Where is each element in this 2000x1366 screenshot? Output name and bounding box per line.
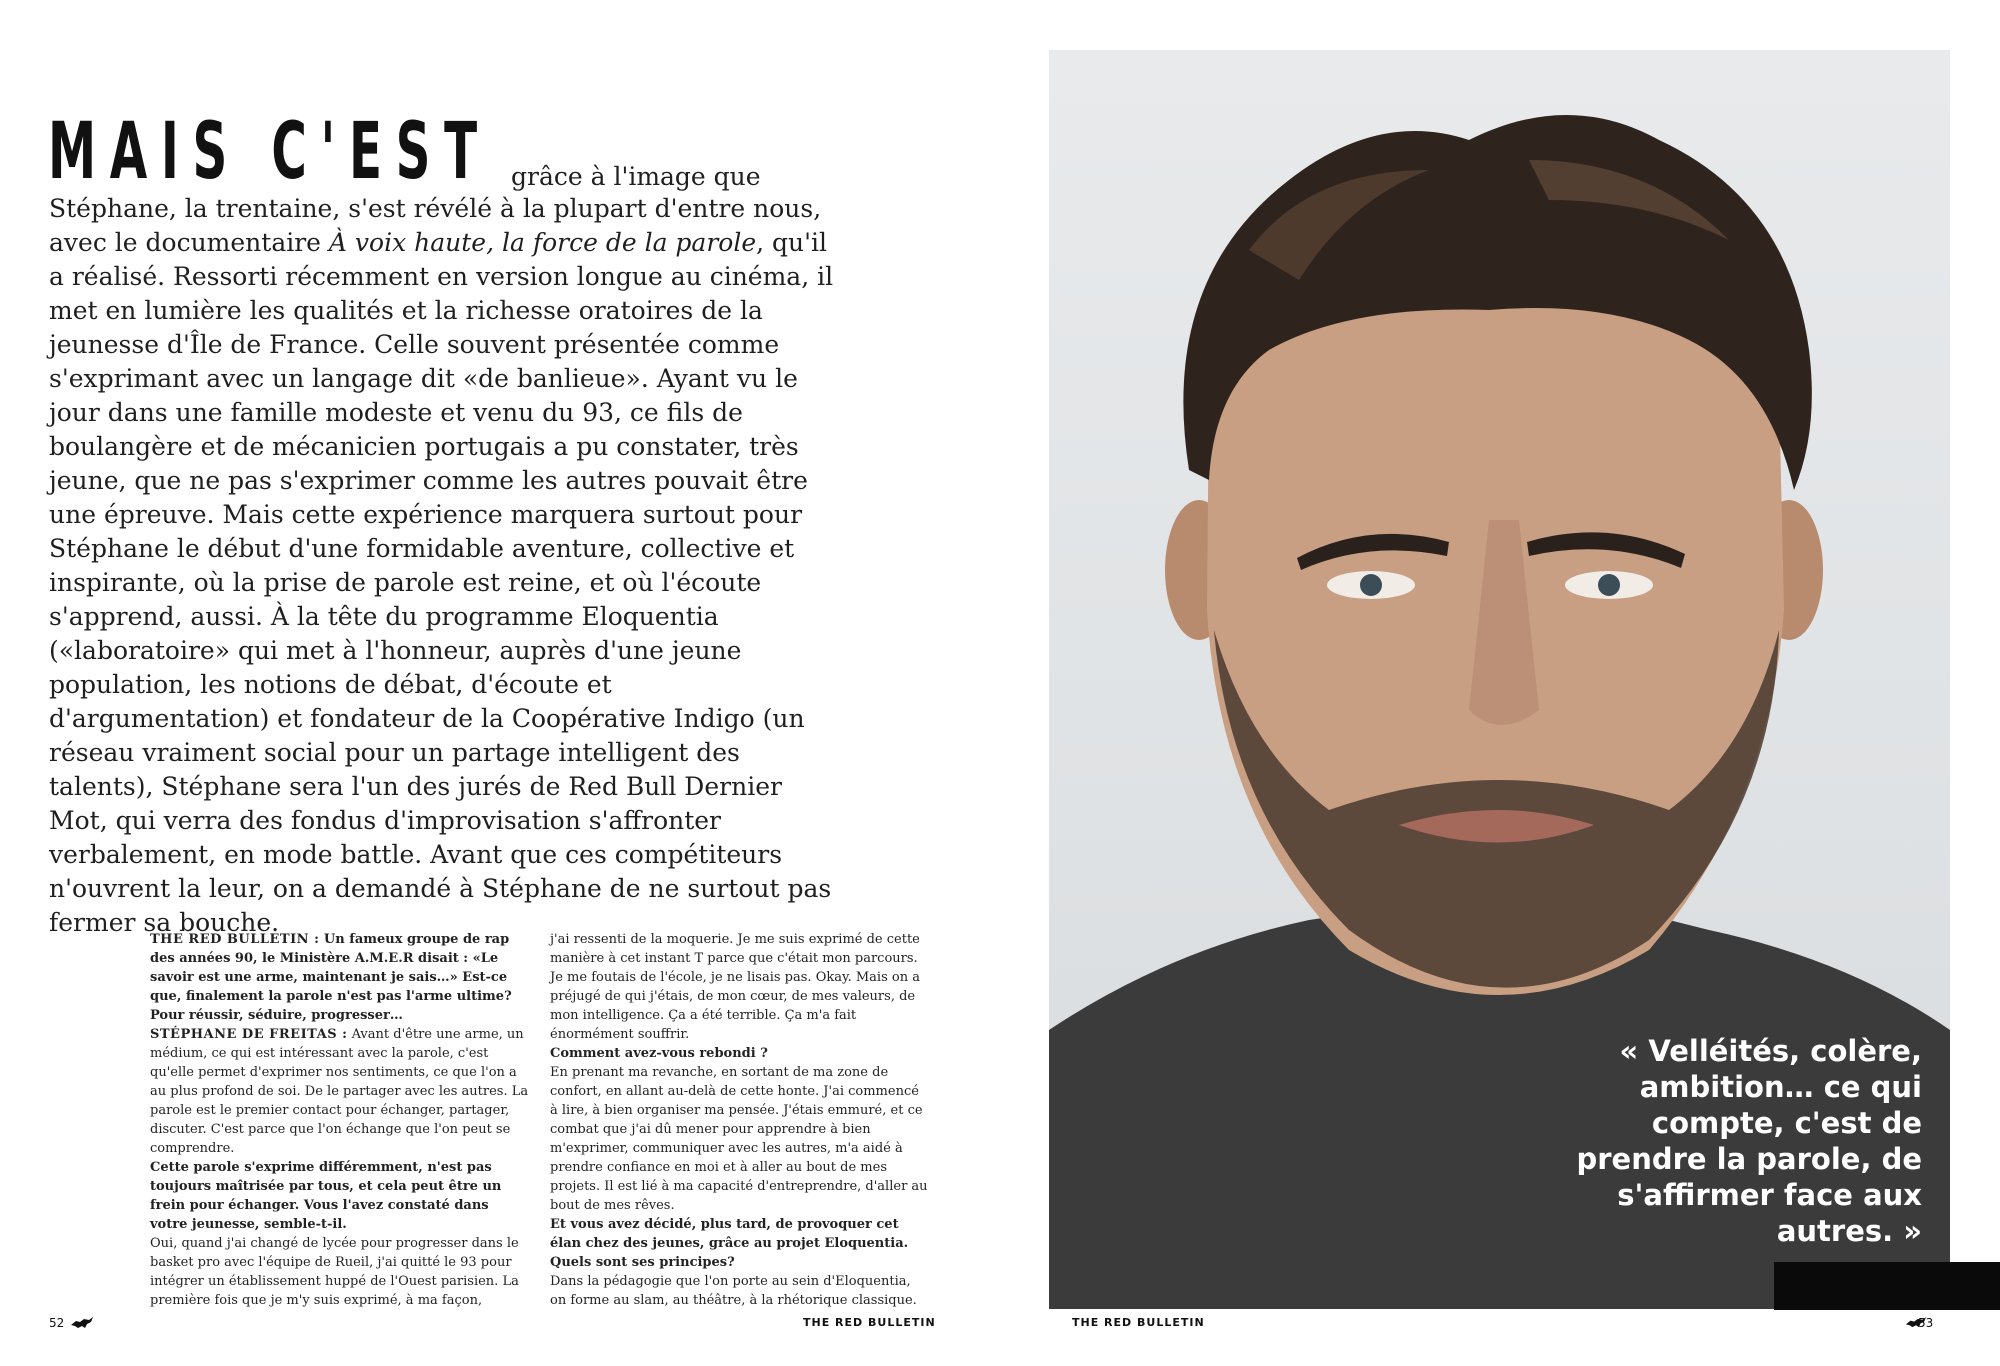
question-2: Cette parole s'exprime différemment, n'est pas toujours maîtrisée par tous, et cela peut être un frein pour échanger. Vous l'avez constaté dans votre jeunesse, semble-t-il. <box>150 1160 502 1232</box>
question-1-text: Un fameux groupe de rap des années 90, le Ministère A.M.E.R disait : «Le savoir est une arme, maintenant je sais…» Est-ce que, finalement la parole n'est pas l'arme ultime? Pour réussir, séduire, progresser… <box>150 932 512 1023</box>
interview-column-1 <box>150 930 530 1310</box>
headline: MAIS C'EST <box>48 107 491 197</box>
intro-part1: Stéphane, la trentaine, s'est révélé à la plupart d'entre nous, avec le documentaire <box>49 194 822 257</box>
publication-name-left: THE RED BULLETIN <box>803 1316 936 1329</box>
speaker-stephane: STÉPHANE DE FREITAS : <box>150 1027 348 1042</box>
answer-2: Oui, quand j'ai changé de lycée pour progresser dans le basket pro avec l'équipe de Rueil, j'ai quitté le 93 pour intégrer un établissement huppé de l'Ouest parisien. La première fois que je m'y suis exprimé, à ma façon, <box>150 1236 519 1308</box>
publication-name-right: THE RED BULLETIN <box>1072 1316 1205 1329</box>
speaker-red-bulletin: THE RED BULLETIN : <box>150 932 320 947</box>
pull-quote: « Velléités, colère, ambition… ce qui compte, c'est de prendre la parole, de s'affirmer face aux autres. » <box>1576 1034 1922 1248</box>
intro-first-line: grâce à l'image que <box>511 162 761 191</box>
black-corner-block <box>1774 1262 2000 1310</box>
answer-3: En prenant ma revanche, en sortant de ma zone de confort, en allant au-delà de cette honte. J'ai commencé à lire, à bien organiser ma pensée. J'étais emmuré, et ce combat que j'ai dû mener pour apprendre à bien m'exprimer, communiquer avec les autres, m'a aidé à prendre confiance en moi et à aller au bout de mes projets. Il est lié à ma capacité d'entreprendre, d'aller au bout de mes rêves. <box>550 1065 928 1213</box>
intro-text <box>49 158 839 940</box>
answer-4: Dans la pédagogie que l'on porte au sein d'Eloquentia, on forme au slam, au théâtre, à la rhétorique classique. <box>550 1274 917 1308</box>
question-4: Et vous avez décidé, plus tard, de provoquer cet élan chez des jeunes, grâce au projet Eloquentia. Quels sont ses principes? <box>550 1217 909 1270</box>
answer-1 <box>150 1025 530 1158</box>
page-number-left: 52 <box>49 1316 65 1330</box>
answer-1-text: Avant d'être une arme, un médium, ce qui est intéressant avec la parole, c'est qu'elle permet d'exprimer nos sentiments, ce que l'on a au plus profond de soi. De le partager avec les autres. La parole est le premier contact pour échanger, partager, discuter. C'est parce que l'on échange que l'on peut se comprendre. <box>150 1027 529 1156</box>
answer-2-continued: j'ai ressenti de la moquerie. Je me suis exprimé de cette manière à cet instant T parce que c'était mon parcours. Je me foutais de l'école, je ne lisais pas. Okay. Mais on a préjugé de qui j'étais, de mon cœur, de mes valeurs, de mon intelligence. Ça a été terrible. Ça m'a fait énormément souffrir. <box>550 932 920 1042</box>
question-3: Comment avez-vous rebondi ? <box>550 1046 768 1061</box>
page-number-right: 53 <box>1918 1316 1934 1330</box>
intro-body <box>49 192 839 940</box>
question-1 <box>150 930 530 1025</box>
bull-icon <box>70 1316 94 1333</box>
interview-column-2 <box>550 930 930 1310</box>
documentary-title: À voix haute, la force de la parole <box>328 228 757 257</box>
intro-part2: , qu'il a réalisé. Ressorti récemment en version longue au cinéma, il met en lumière les qualités et la richesse oratoires de la jeunesse d'Île de France. Celle souvent présentée comme s'exprimant avec un langage dit «de banlieue». Ayant vu le jour dans une famille modeste et venu du 93, ce fils de boulangère et de mécanicien portugais a pu constater, très jeune, que ne pas s'exprimer comme les autres pouvait être une épreuve. Mais cette expérience marquera surtout pour Stéphane le début d'une formidable aventure, collective et inspirante, où la prise de parole est reine, et où l'écoute s'apprend, aussi. À la tête du programme Eloquentia («laboratoire» qui met à l'honneur, auprès d'une jeune population, les notions de débat, d'écoute et d'argumentation) et fondateur de la Coopérative Indigo (un réseau vraiment social pour un partage intelligent des talents), Stéphane sera l'un des jurés de Red Bull Dernier Mot, qui verra des fondus d'improvisation s'affronter verbalement, en mode battle. Avant que ces compétiteurs n'ouvrent la leur, on a demandé à Stéphane de ne surtout pas fermer sa bouche. <box>49 228 834 937</box>
portrait-photo <box>1049 50 1950 1309</box>
